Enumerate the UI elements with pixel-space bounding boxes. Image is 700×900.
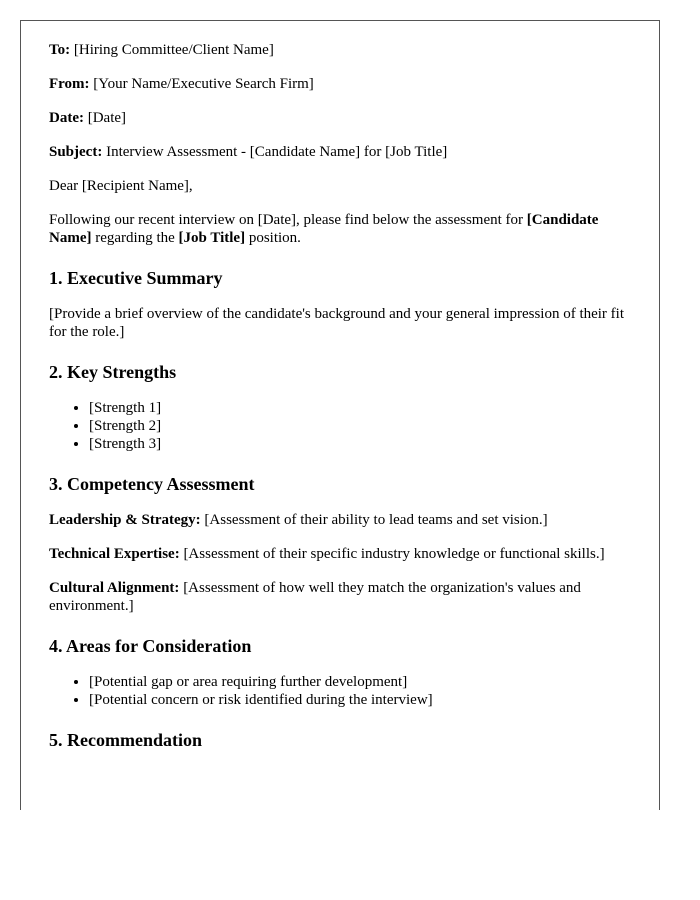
subject-label: Subject: — [49, 144, 103, 160]
consideration-item: • [Potential gap or area requiring further development] — [89, 673, 631, 691]
section-heading-strengths: 2. Key Strengths — [49, 362, 177, 382]
date-value: [Date] — [87, 110, 127, 126]
consideration-item: • [Potential concern or risk identified during the interview] — [89, 691, 631, 709]
letter-page — [20, 20, 660, 810]
strength-item: • [Strength 3] — [89, 435, 631, 453]
competency-label: Technical Expertise: — [49, 546, 180, 562]
from-label: From: — [49, 76, 90, 92]
salutation: Dear [Recipient Name], — [49, 178, 193, 194]
subject-value: Interview Assessment - [Candidate Name] for [Job Title] — [106, 144, 448, 160]
competency-text: [Assessment of their ability to lead teams and set vision.] — [200, 512, 548, 528]
to-value: [Hiring Committee/Client Name] — [73, 42, 274, 58]
from-value: [Your Name/Executive Search Firm] — [93, 76, 314, 92]
intro-candidate: [Candidate Name] — [49, 212, 599, 246]
competency-technical — [49, 545, 631, 563]
strength-item: • [Strength 2] — [89, 417, 631, 435]
to-label: To: — [49, 42, 71, 58]
intro-job: [Job Title] — [178, 230, 246, 246]
summary-text: [Provide a brief overview of the candidate's background and your general impression of their fit for the role.] — [49, 306, 625, 340]
to-line — [49, 41, 631, 59]
section-heading-summary: 1. Executive Summary — [49, 268, 223, 288]
competency-text: [Assessment of how well they match the organization's values and environment.] — [49, 580, 581, 614]
section-heading-consideration: 4. Areas for Consideration — [49, 636, 252, 656]
intro-part2: regarding the — [91, 230, 179, 246]
competency-text: [Assessment of their specific industry knowledge or functional skills.] — [179, 546, 605, 562]
section-heading-competency: 3. Competency Assessment — [49, 474, 255, 494]
section-heading-recommendation: 5. Recommendation — [49, 730, 202, 750]
competency-leadership — [49, 511, 631, 529]
intro-paragraph — [49, 211, 631, 247]
competency-cultural — [49, 579, 631, 615]
date-line — [49, 109, 631, 127]
strengths-list — [49, 399, 631, 453]
date-label: Date: — [49, 110, 84, 126]
consideration-list — [49, 673, 631, 709]
from-line — [49, 75, 631, 93]
letter-content — [21, 21, 659, 751]
competency-label: Leadership & Strategy: — [49, 512, 201, 528]
intro-part3: position. — [245, 230, 301, 246]
subject-line — [49, 143, 631, 161]
competency-label: Cultural Alignment: — [49, 580, 180, 596]
intro-part1: Following our recent interview on [Date], please find below the assessment for — [49, 212, 527, 228]
strength-item: • [Strength 1] — [89, 399, 631, 417]
